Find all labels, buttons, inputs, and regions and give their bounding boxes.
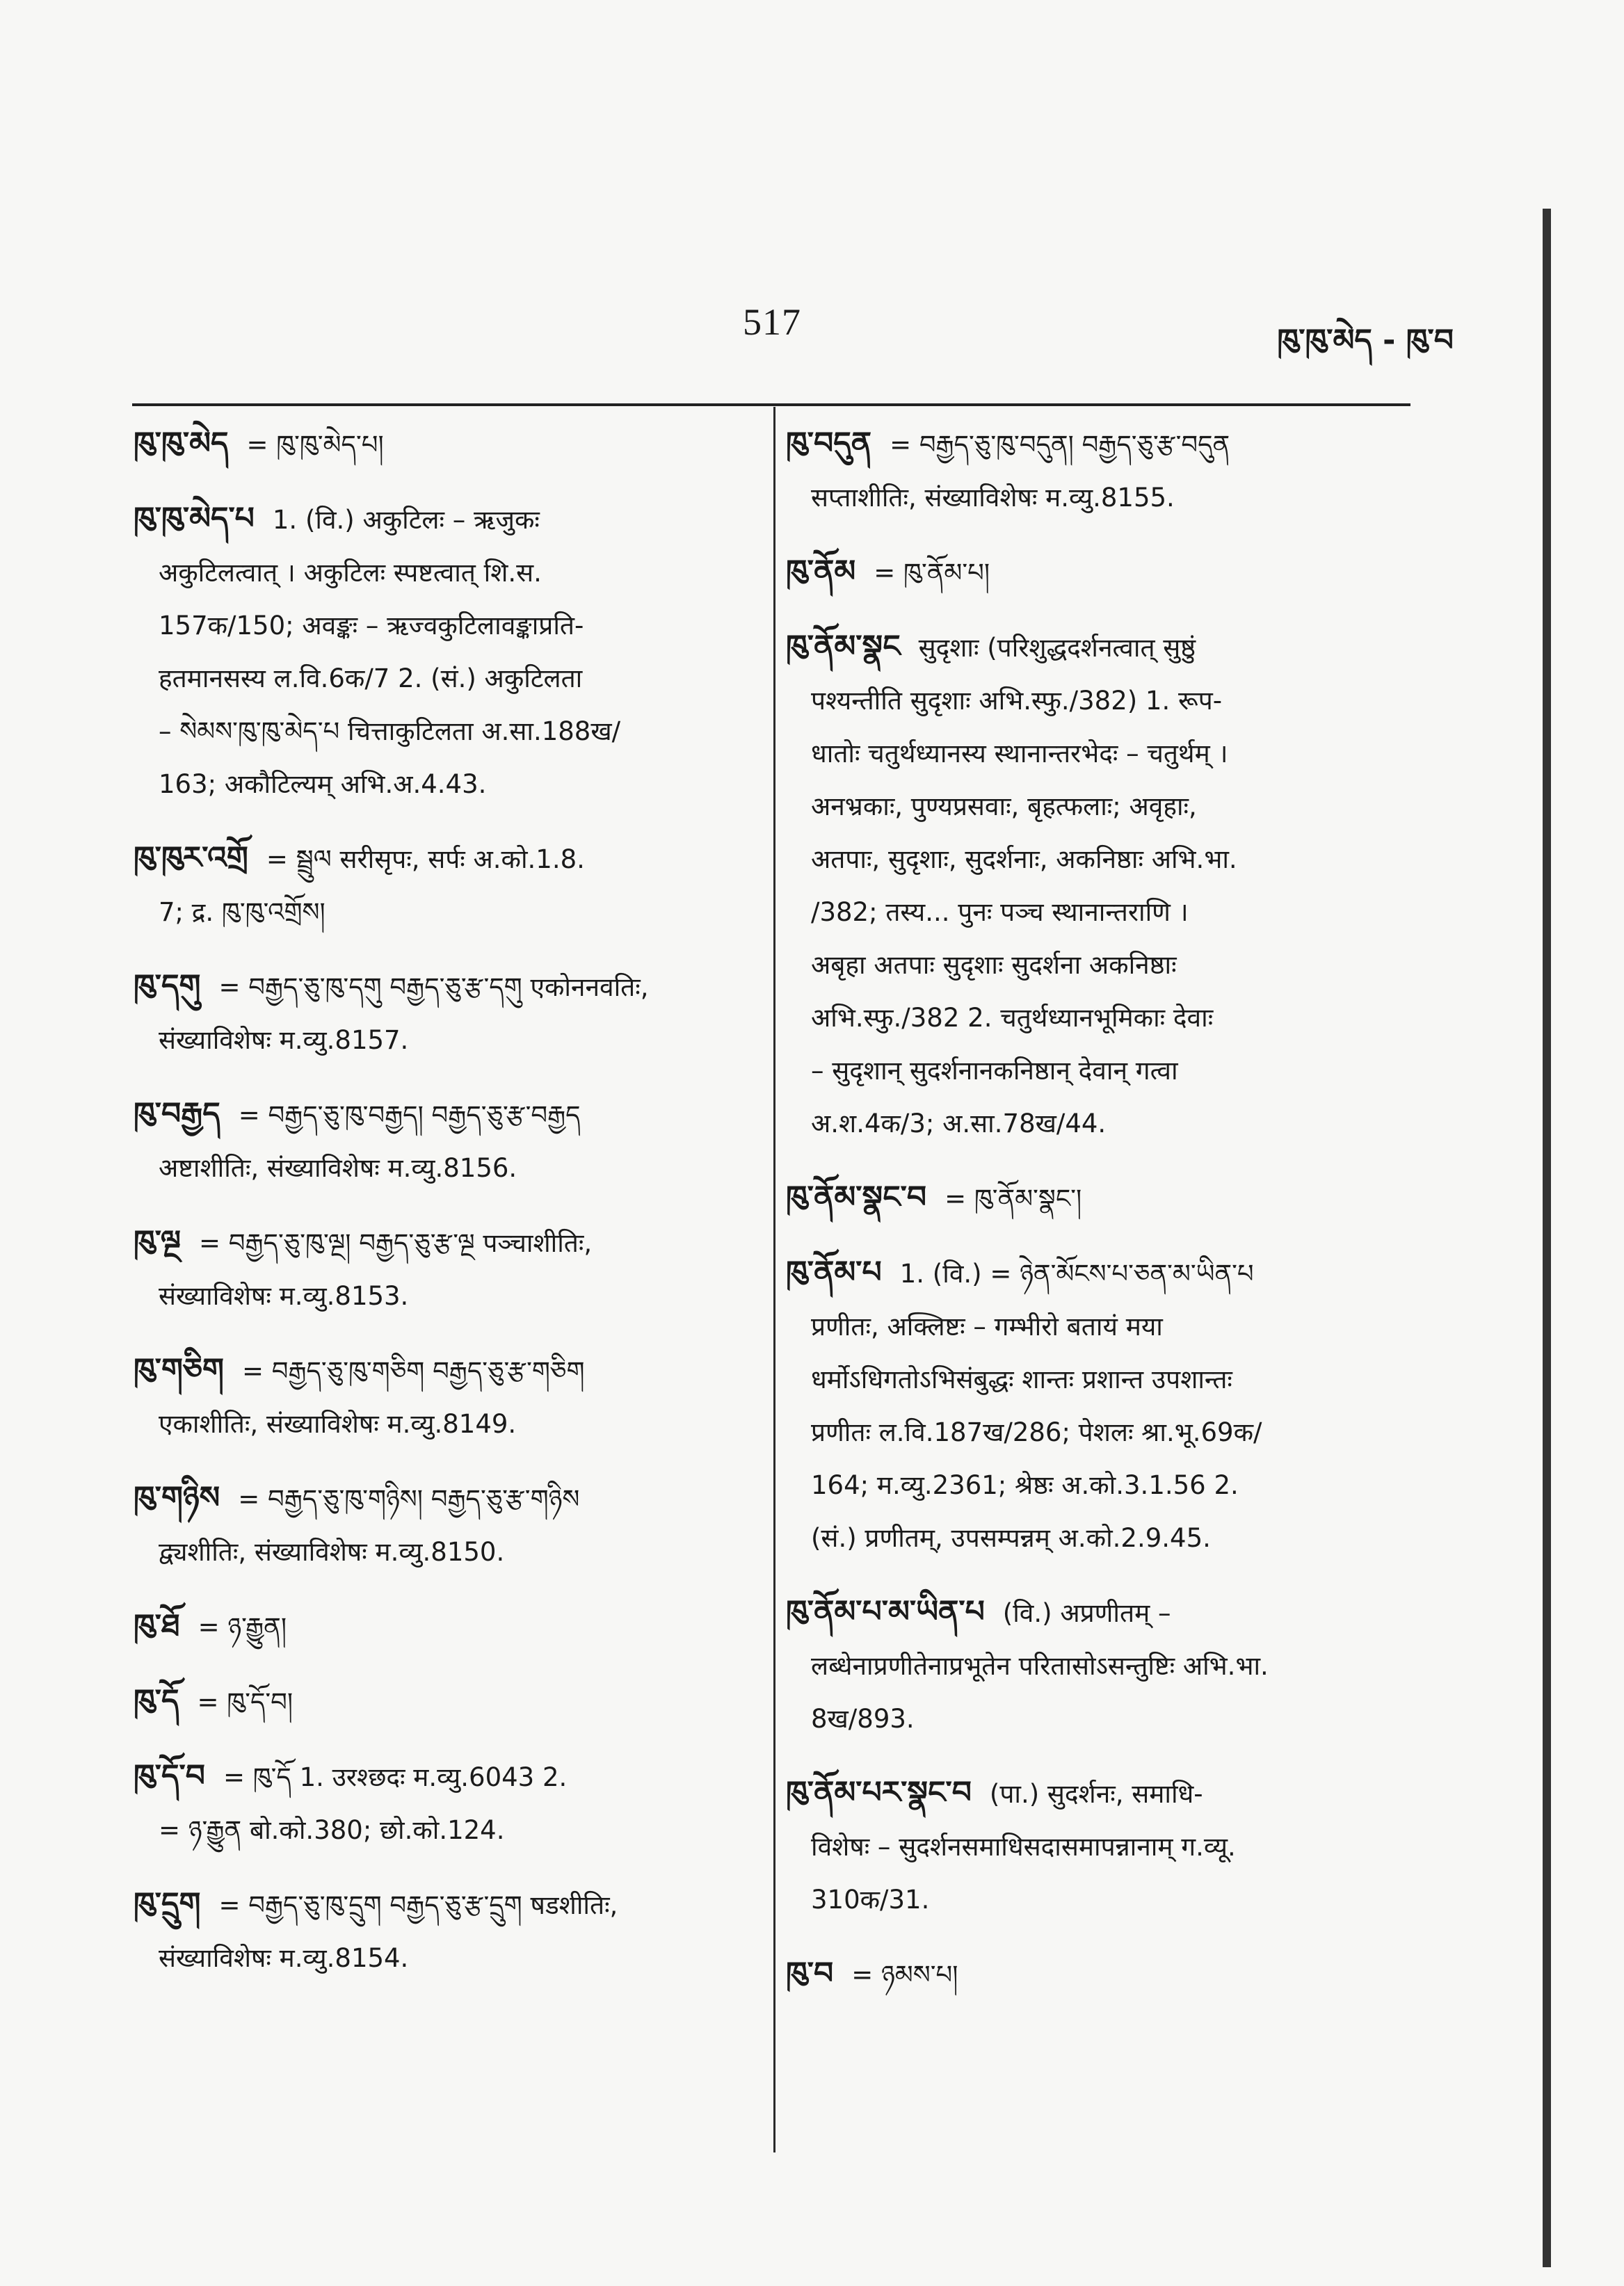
entry-text: – སེམས་ཁུ་ཁུ་མེད་པ चित्ताकुटिलता अ.सा.188ख/ bbox=[159, 716, 621, 746]
entry-text: अतपाः, सुदृशाः, सुदर्शनाः, अकनिष्ठाः अभि.भा. bbox=[811, 844, 1237, 874]
entry-text: = ཉ་རྒྱུན། bbox=[198, 1612, 287, 1642]
entry-line bbox=[786, 472, 1405, 524]
entry-text: अकुटिलत्वात् । अकुटिलः स्पष्टत्वात् शि.स. bbox=[159, 558, 542, 588]
entry-line bbox=[786, 780, 1405, 833]
entry-text: = བརྒྱད་ཅུ་ཁུ་གཅིག བརྒྱད་ཅུ་རྩ་གཅིག bbox=[241, 1356, 585, 1386]
entry-first-line bbox=[134, 1675, 749, 1729]
headword: ཁུ་ལྔ bbox=[134, 1224, 182, 1259]
headword: ཁུ་ནོམ་སྣང་བ bbox=[786, 1180, 927, 1215]
entry-line bbox=[786, 1874, 1405, 1926]
entry-line bbox=[786, 1512, 1405, 1565]
dictionary-entry bbox=[134, 1216, 749, 1323]
entry-text: धातोः चतुर्थध्यानस्य स्थानान्तरभेदः – चतुर्थम् । bbox=[811, 739, 1228, 768]
entry-first-line bbox=[134, 1750, 749, 1804]
dictionary-entry bbox=[786, 545, 1405, 599]
entry-text: = ཁུ་ནོམ་སྣང་། bbox=[944, 1184, 1082, 1214]
entry-line bbox=[786, 1640, 1405, 1693]
entry-line bbox=[786, 727, 1405, 780]
entry-text: संख्याविशेषः म.व्यु.8154. bbox=[159, 1943, 409, 1973]
entry-text: /382; तस्य... पुनः पञ्च स्थानान्तराणि । bbox=[811, 897, 1189, 927]
entry-text: प्रणीतः ल.वि.187ख/286; पेशलः श्रा.भू.69क/ bbox=[811, 1417, 1262, 1447]
dictionary-entry bbox=[134, 960, 749, 1067]
entry-line bbox=[134, 1142, 749, 1195]
entry-line bbox=[786, 833, 1405, 886]
entry-text: = བརྒྱད་ཅུ་ཁུ་དགུ བརྒྱད་ཅུ་རྩ་དགུ एकोननवतिः, bbox=[218, 972, 649, 1002]
headword: ཁུ་ནོམ་པར་སྣང་བ bbox=[786, 1775, 972, 1810]
entry-first-line bbox=[134, 492, 749, 547]
headword: ཁུ་བ bbox=[786, 1956, 834, 1991]
entry-line bbox=[134, 886, 749, 939]
entry-text: 1. (वि.) = ཉེན་མོངས་པ་ཅན་མ་ཡིན་པ bbox=[899, 1259, 1254, 1289]
entry-text: धर्मोऽधिगतोऽभिसंबुद्धः शान्तः प्रशान्त उपशान्तः bbox=[811, 1365, 1232, 1394]
column-divider bbox=[773, 407, 775, 2152]
entry-line bbox=[134, 1526, 749, 1579]
entry-first-line bbox=[134, 832, 749, 886]
dictionary-entry bbox=[786, 1246, 1405, 1565]
page-edge-bar bbox=[1543, 209, 1551, 2267]
dictionary-entry bbox=[786, 620, 1405, 1150]
headword: ཁུ་གཉིས bbox=[134, 1480, 220, 1515]
entry-text: सप्ताशीतिः, संख्याविशेषः म.व्यु.8155. bbox=[811, 483, 1175, 513]
entry-text: द्व्यशीतिः, संख्याविशेषः म.व्यु.8150. bbox=[159, 1537, 505, 1567]
entry-text: = ཁུ་ཁུ་མེད་པ། bbox=[246, 430, 384, 460]
entry-text: अ.श.4क/3; अ.सा.78ख/44. bbox=[811, 1109, 1107, 1138]
entry-line bbox=[134, 652, 749, 705]
headword: ཁུ་དོ་བ bbox=[134, 1758, 205, 1794]
entry-first-line bbox=[786, 620, 1405, 675]
entry-line bbox=[134, 758, 749, 811]
entry-text: = བརྒྱད་ཅུ་ཁུ་ལྔ། བརྒྱད་ཅུ་རྩ་ལྔ पञ्चाशीतिः, bbox=[199, 1228, 593, 1258]
headword: ཁུ་ནོམ་པ་མ་ཡིན་པ bbox=[786, 1594, 985, 1629]
entry-first-line bbox=[134, 960, 749, 1014]
left-column bbox=[134, 417, 749, 2006]
entry-text: प्रणीतः, अक्लिष्टः – गम्भीरो बतायं मया bbox=[811, 1312, 1163, 1342]
entry-text: सुदृशाः (परिशुद्धदर्शनत्वात् सुष्ठुं bbox=[918, 633, 1196, 663]
entry-text: 164; म.व्यु.2361; श्रेष्ठः अ.को.3.1.56 2. bbox=[811, 1470, 1239, 1500]
dictionary-entry bbox=[786, 1766, 1405, 1926]
entry-text: – सुदृशान् सुदर्शनानकनिष्ठान् देवान् गत्वा bbox=[811, 1056, 1178, 1086]
entry-text: 1. (वि.) अकुटिलः – ऋजुकः bbox=[272, 505, 540, 535]
entry-first-line bbox=[134, 1088, 749, 1142]
headword: ཁུ་ནོམ bbox=[786, 554, 856, 589]
headword: ཁུ་ཐོ bbox=[134, 1608, 180, 1643]
entry-line bbox=[786, 675, 1405, 727]
entry-text: लब्धेनाप्रणीतेनाप्रभूतेन परितासोऽसन्तुष्टिः अभि.भा. bbox=[811, 1651, 1269, 1681]
headword: ཁུ་ཁུར་འགྲོ bbox=[134, 840, 248, 876]
headword: ཁུ་གཅིག bbox=[134, 1352, 224, 1387]
entry-line bbox=[134, 599, 749, 652]
entry-text: संख्याविशेषः म.व्यु.8157. bbox=[159, 1025, 409, 1055]
entry-first-line bbox=[134, 417, 749, 472]
entry-line bbox=[134, 1014, 749, 1067]
dictionary-entry bbox=[786, 1586, 1405, 1746]
entry-text: एकाशीतिः, संख्याविशेषः म.व्यु.8149. bbox=[159, 1409, 517, 1439]
entry-text: अष्टाशीतिः, संख्याविशेषः म.व्यु.8156. bbox=[159, 1153, 517, 1183]
entry-line bbox=[786, 939, 1405, 992]
header-rule bbox=[132, 403, 1410, 406]
entry-first-line bbox=[786, 1947, 1405, 2002]
entry-line bbox=[786, 1821, 1405, 1874]
entry-text: (सं.) प्रणीतम्, उपसम्पन्नम् अ.को.2.9.45. bbox=[811, 1523, 1211, 1553]
right-column bbox=[786, 417, 1405, 2022]
headword: ཁུ་བདུན bbox=[786, 426, 872, 461]
dictionary-entry bbox=[134, 1878, 749, 1985]
entry-first-line bbox=[134, 1216, 749, 1270]
entry-first-line bbox=[786, 1586, 1405, 1640]
entry-text: = སྦྲུལ सरीसृपः, सर्पः अ.को.1.8. bbox=[266, 844, 585, 874]
entry-first-line bbox=[786, 1766, 1405, 1821]
entry-text: पश्यन्तीति सुदृशाः अभि.स्फु./382) 1. रूप- bbox=[811, 686, 1223, 716]
entry-text: = ཁུ་དོ་བ། bbox=[197, 1687, 294, 1717]
entry-text: = ཉམས་པ། bbox=[851, 1960, 958, 1990]
entry-first-line bbox=[786, 417, 1405, 472]
entry-line bbox=[134, 1932, 749, 1985]
dictionary-entry bbox=[134, 1088, 749, 1195]
page-number: 517 bbox=[743, 301, 801, 343]
entry-text: 8ख/893. bbox=[811, 1704, 915, 1734]
headword: ཁུ་ནོམ་སྣང bbox=[786, 629, 901, 664]
entry-text: = བརྒྱད་ཅུ་ཁུ་བདུན། བརྒྱད་ཅུ་རྩ་བདུན bbox=[890, 430, 1230, 460]
entry-line bbox=[786, 1353, 1405, 1406]
entry-text: 163; अकौटिल्यम् अभि.अ.4.43. bbox=[159, 769, 487, 799]
entry-text: अभि.स्फु./382 2. चतुर्थध्यानभूमिकाः देवाः bbox=[811, 1003, 1214, 1033]
entry-text: = བརྒྱད་ཅུ་ཁུ་དྲུག བརྒྱད་ཅུ་རྩ་དྲུག षडशीतिः, bbox=[218, 1890, 618, 1920]
dictionary-entry bbox=[134, 1675, 749, 1729]
entry-line bbox=[134, 547, 749, 599]
entry-text: अनभ्रकाः, पुण्यप्रसवाः, बृहत्फलाः; अवृहाः, bbox=[811, 791, 1197, 821]
entry-text: = བརྒྱད་ཅུ་ཁུ་གཉིས། བརྒྱད་ཅུ་རྩ་གཉིས bbox=[238, 1484, 580, 1514]
entry-text: = ཁུ་ནོམ་པ། bbox=[874, 558, 990, 588]
headword: ཁུ་ནོམ་པ bbox=[786, 1255, 882, 1290]
entry-text: विशेषः – सुदर्शनसमाधिसदासमापन्नानाम् ग.व्यू. bbox=[811, 1832, 1236, 1862]
dictionary-entry bbox=[134, 832, 749, 939]
entry-text: अबृहा अतपाः सुदृशाः सुदर्शना अकनिष्ठाः bbox=[811, 950, 1177, 980]
entry-line bbox=[134, 1398, 749, 1451]
dictionary-entry bbox=[786, 1171, 1405, 1225]
dictionary-entry bbox=[134, 1600, 749, 1654]
entry-first-line bbox=[134, 1600, 749, 1654]
dictionary-entry bbox=[786, 417, 1405, 524]
entry-text: = ཁུ་དོ 1. उरश्छदः म.व्यु.6043 2. bbox=[223, 1762, 568, 1792]
dictionary-entry bbox=[134, 417, 749, 472]
entry-text: = བརྒྱད་ཅུ་ཁུ་བརྒྱད། བརྒྱད་ཅུ་རྩ་བརྒྱད bbox=[238, 1100, 581, 1130]
dictionary-entry bbox=[134, 1472, 749, 1579]
entry-text: (पा.) सुदर्शनः, समाधि- bbox=[989, 1779, 1203, 1809]
entry-line bbox=[786, 1045, 1405, 1097]
headword: ཁུ་བརྒྱད bbox=[134, 1096, 220, 1132]
entry-first-line bbox=[134, 1878, 749, 1932]
entry-line bbox=[134, 1270, 749, 1323]
dictionary-entry bbox=[134, 1750, 749, 1857]
dictionary-entry bbox=[134, 492, 749, 811]
headword: ཁུ་དྲུག bbox=[134, 1886, 201, 1922]
entry-first-line bbox=[134, 1472, 749, 1526]
entry-line bbox=[786, 1301, 1405, 1353]
entry-text: संख्याविशेषः म.व्यु.8153. bbox=[159, 1281, 409, 1311]
entry-text: 310क/31. bbox=[811, 1885, 930, 1915]
running-head: ཁུ་ཁུ་མེད - ཁུ་བ bbox=[1277, 323, 1454, 358]
entry-text: (वि.) अप्रणीतम् – bbox=[1002, 1598, 1171, 1628]
entry-line bbox=[134, 1804, 749, 1857]
entry-first-line bbox=[786, 1171, 1405, 1225]
entry-line bbox=[786, 1459, 1405, 1512]
headword: ཁུ་དོ bbox=[134, 1683, 179, 1718]
entry-text: 7; द्र. ཁུ་ཁུ་འགྲོས། bbox=[159, 897, 325, 927]
dictionary-entry bbox=[786, 1947, 1405, 2002]
entry-first-line bbox=[786, 1246, 1405, 1301]
entry-line bbox=[786, 992, 1405, 1045]
headword: ཁུ་ཁུ་མེད་པ bbox=[134, 501, 255, 536]
entry-first-line bbox=[134, 1344, 749, 1398]
entry-line bbox=[786, 886, 1405, 939]
entry-line bbox=[786, 1693, 1405, 1746]
dictionary-entry bbox=[134, 1344, 749, 1451]
entry-first-line bbox=[786, 545, 1405, 599]
entry-text: 157क/150; अवङ्कः – ऋज्वकुटिलावङ्काप्रति- bbox=[159, 611, 584, 641]
entry-line bbox=[786, 1406, 1405, 1459]
entry-text: हतमानसस्य ल.वि.6क/7 2. (सं.) अकुटिलता bbox=[159, 663, 583, 693]
headword: ཁུ་ཁུ་མེད bbox=[134, 426, 229, 461]
entry-line bbox=[134, 705, 749, 758]
entry-text: = ཉ་རྒྱུན बो.को.380; छो.को.124. bbox=[159, 1815, 505, 1845]
headword: ཁུ་དགུ bbox=[134, 968, 201, 1004]
entry-line bbox=[786, 1097, 1405, 1150]
